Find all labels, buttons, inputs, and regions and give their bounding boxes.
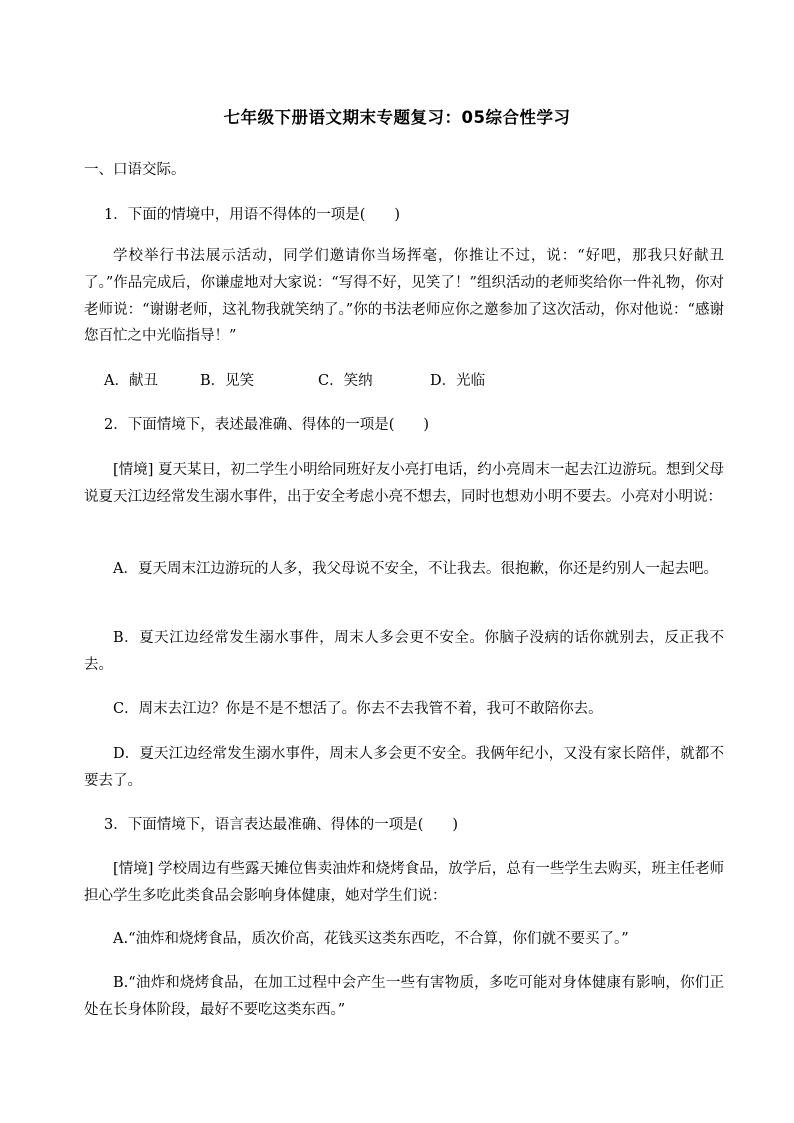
question-3-passage: [情境] 学校周边有些露天摊位售卖油炸和烧烤食品，放学后，总有一些学生去购买，班主任老师担心学生多吃此类食品会影响身体健康，她对学生们说： (84, 861, 724, 904)
question-3-stem: 3．下面情境下，语言表达最准确、得体的一项是( ) (104, 817, 459, 833)
question-1-option-c: C．笑纳 (318, 373, 373, 389)
question-3-option-a: A.“油炸和烧烤食品，质次价高，花钱买这类东西吃，不合算，你们就不要买了。” (113, 931, 629, 947)
question-1-options (104, 368, 485, 394)
section-heading-oral-communication: 一、口语交际。 (84, 162, 186, 178)
question-1-stem: 1．下面的情境中，用语不得体的一项是( ) (104, 207, 401, 223)
question-3-option-b: B.“油炸和烧烤食品，在加工过程中会产生一些有害物质，多吃可能对身体健康有影响，你们正处在长身体阶段，最好不要吃这类东西。” (84, 975, 724, 1018)
question-2-option-d: D．夏天江边经常发生溺水事件，周末人多会更不安全。我俩年纪小，又没有家长陪伴，就都不要去了。 (84, 746, 724, 789)
question-2-stem: 2．下面情境下，表述最准确、得体的一项是( ) (104, 417, 430, 433)
question-1-passage: 学校举行书法展示活动，同学们邀请你当场挥毫，你推让不过，说：“好吧，那我只好献丑了。”作品完成后，你谦虚地对大家说：“写得不好，见笑了！”组织活动的老师奖给你一件礼物，你对老师说：“谢谢老师，这礼物我就笑纳了。”你的书法老师应你之邀参加了这次活动，你对他说：“感谢您百忙之中光临指导！” (84, 248, 724, 345)
question-2-option-a: A．夏天周末江边游玩的人多，我父母说不安全，不让我去。很抱歉，你还是约别人一起去吧。 (113, 561, 718, 577)
page-title: 七年级下册语文期末专题复习：05综合性学习 (223, 108, 571, 127)
question-2-option-b: B．夏天江边经常发生溺水事件，周末人多会更不安全。你脑子没病的话你就别去，反正我不去。 (84, 630, 724, 673)
question-2-option-c: C．周末去江边？你是不是不想活了。你去不去我管不着，我可不敢陪你去。 (113, 701, 603, 717)
question-2-passage: [情境] 夏天某日，初二学生小明给同班好友小亮打电话，约小亮周末一起去江边游玩。想到父母说夏天江边经常发生溺水事件，出于安全考虑小亮不想去，同时也想劝小明不要去。小亮对小明说： (84, 462, 724, 505)
question-1-option-b: B．见笑 (200, 373, 255, 389)
question-1-option-a: A．献丑 (104, 373, 158, 389)
question-1-option-d: D．光临 (430, 373, 486, 389)
